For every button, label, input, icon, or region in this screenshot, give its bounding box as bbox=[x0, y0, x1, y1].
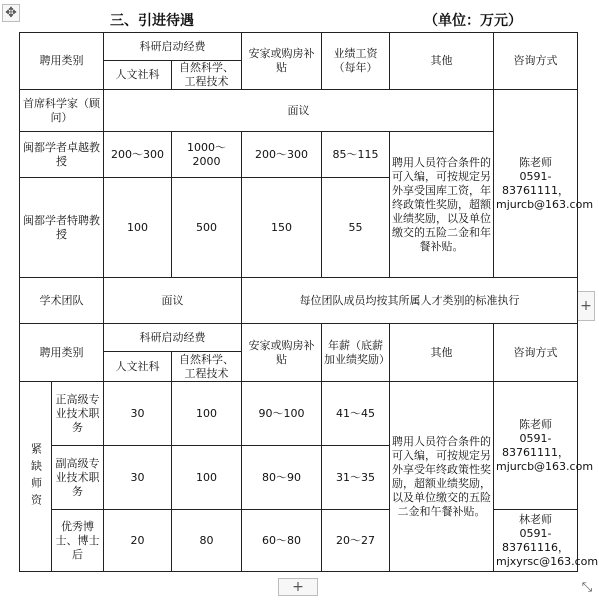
contact-email[interactable]: mjxyrsc@163.com bbox=[496, 554, 599, 568]
resize-arrow-icon: ⤡ bbox=[581, 579, 593, 595]
row-special-science: 500 bbox=[172, 178, 242, 278]
contact-email[interactable]: mjurcb@163.com bbox=[496, 459, 594, 473]
plus-icon: + bbox=[292, 579, 304, 595]
row-excellent-name: 闽都学者卓越教授 bbox=[20, 132, 104, 178]
header-other: 其他 bbox=[390, 33, 494, 90]
row-senior-name: 正高级专业技术职务 bbox=[52, 382, 104, 446]
header-salary: 业绩工资（每年） bbox=[322, 33, 390, 90]
contact-name: 陈老师 bbox=[519, 155, 552, 169]
header2-contact: 咨询方式 bbox=[494, 324, 578, 382]
header-humanities: 人文社科 bbox=[104, 61, 172, 90]
header2-research-funding: 科研启动经费 bbox=[104, 324, 242, 352]
row-doctor-science: 80 bbox=[172, 510, 242, 572]
unit-label: （单位：万元） bbox=[424, 13, 522, 29]
header2-science: 自然科学、工程技术 bbox=[172, 352, 242, 382]
row-doctor-humanities: 20 bbox=[104, 510, 172, 572]
row-vice-humanities: 30 bbox=[104, 446, 172, 510]
contact-cell-2 bbox=[494, 382, 594, 510]
row-excellent-science: 1000～2000 bbox=[172, 132, 242, 178]
row-excellent-salary: 85～115 bbox=[322, 132, 390, 178]
row-team-rest: 每位团队成员均按其所属人才类别的标准执行 bbox=[242, 278, 578, 324]
row-team-name: 学术团队 bbox=[20, 278, 104, 324]
row-doctor-housing: 60～80 bbox=[242, 510, 322, 572]
header2-housing: 安家或购房补贴 bbox=[242, 324, 322, 382]
note-cell-2: 聘用人员符合条件的可入编，可按规定另外享受年终政策性奖励，超额业绩奖励，以及单位缴交的五险二金和午餐补贴。 bbox=[390, 382, 494, 572]
row-vice-salary: 31～35 bbox=[322, 446, 390, 510]
add-column-button[interactable] bbox=[577, 291, 595, 321]
row-senior-housing: 90～100 bbox=[242, 382, 322, 446]
note-cell-1: 聘用人员符合条件的可入编，可按规定另外享受国库工资，年终政策性奖励，超额业绩奖励，以及单位缴交的五险二金和年餐补贴。 bbox=[390, 132, 494, 278]
header-science: 自然科学、工程技术 bbox=[172, 61, 242, 90]
row-senior-salary: 41～45 bbox=[322, 382, 390, 446]
contact-name: 陈老师 bbox=[519, 417, 552, 431]
row-senior-humanities: 30 bbox=[104, 382, 172, 446]
row-excellent-humanities: 200～300 bbox=[104, 132, 172, 178]
header2-category: 聘用类别 bbox=[20, 324, 104, 382]
row-chief-name: 首席科学家（顾问） bbox=[20, 90, 104, 132]
contact-phone: 0591-83761116， bbox=[502, 526, 569, 554]
benefits-table bbox=[19, 32, 599, 572]
row-special-housing: 150 bbox=[242, 178, 322, 278]
contact-cell-3 bbox=[494, 510, 599, 572]
row-special-name: 闽都学者特聘教授 bbox=[20, 178, 104, 278]
contact-cell-1 bbox=[494, 90, 594, 278]
table-move-handle[interactable] bbox=[2, 4, 20, 22]
header-housing: 安家或购房补贴 bbox=[242, 33, 322, 90]
contact-phone: 0591-83761111， bbox=[502, 169, 569, 197]
row-vice-name: 副高级专业技术职务 bbox=[52, 446, 104, 510]
move-arrows-icon: ✥ bbox=[5, 5, 17, 21]
row-vice-housing: 80～90 bbox=[242, 446, 322, 510]
contact-name: 林老师 bbox=[519, 512, 552, 526]
row-vice-science: 100 bbox=[172, 446, 242, 510]
row-excellent-housing: 200～300 bbox=[242, 132, 322, 178]
shortage-faculty-label: 紧缺师资 bbox=[20, 382, 52, 572]
row-senior-science: 100 bbox=[172, 382, 242, 446]
contact-phone: 0591-83761111， bbox=[502, 431, 569, 459]
header-research-funding: 科研启动经费 bbox=[104, 33, 242, 61]
row-team-research: 面议 bbox=[104, 278, 242, 324]
row-special-salary: 55 bbox=[322, 178, 390, 278]
row-chief-value: 面议 bbox=[104, 90, 494, 132]
plus-icon: + bbox=[580, 298, 592, 314]
contact-email[interactable]: mjurcb@163.com bbox=[496, 197, 594, 211]
row-doctor-name: 优秀博士、博士后 bbox=[52, 510, 104, 572]
row-doctor-salary: 20～27 bbox=[322, 510, 390, 572]
header2-other: 其他 bbox=[390, 324, 494, 382]
section-title: 三、引进待遇 bbox=[110, 13, 194, 29]
table-resize-handle[interactable] bbox=[578, 578, 596, 596]
header-category: 聘用类别 bbox=[20, 33, 104, 90]
add-row-button[interactable] bbox=[278, 578, 318, 596]
header2-humanities: 人文社科 bbox=[104, 352, 172, 382]
header-contact: 咨询方式 bbox=[494, 33, 578, 90]
header2-salary: 年薪（底薪加业绩奖励） bbox=[322, 324, 390, 382]
row-special-humanities: 100 bbox=[104, 178, 172, 278]
